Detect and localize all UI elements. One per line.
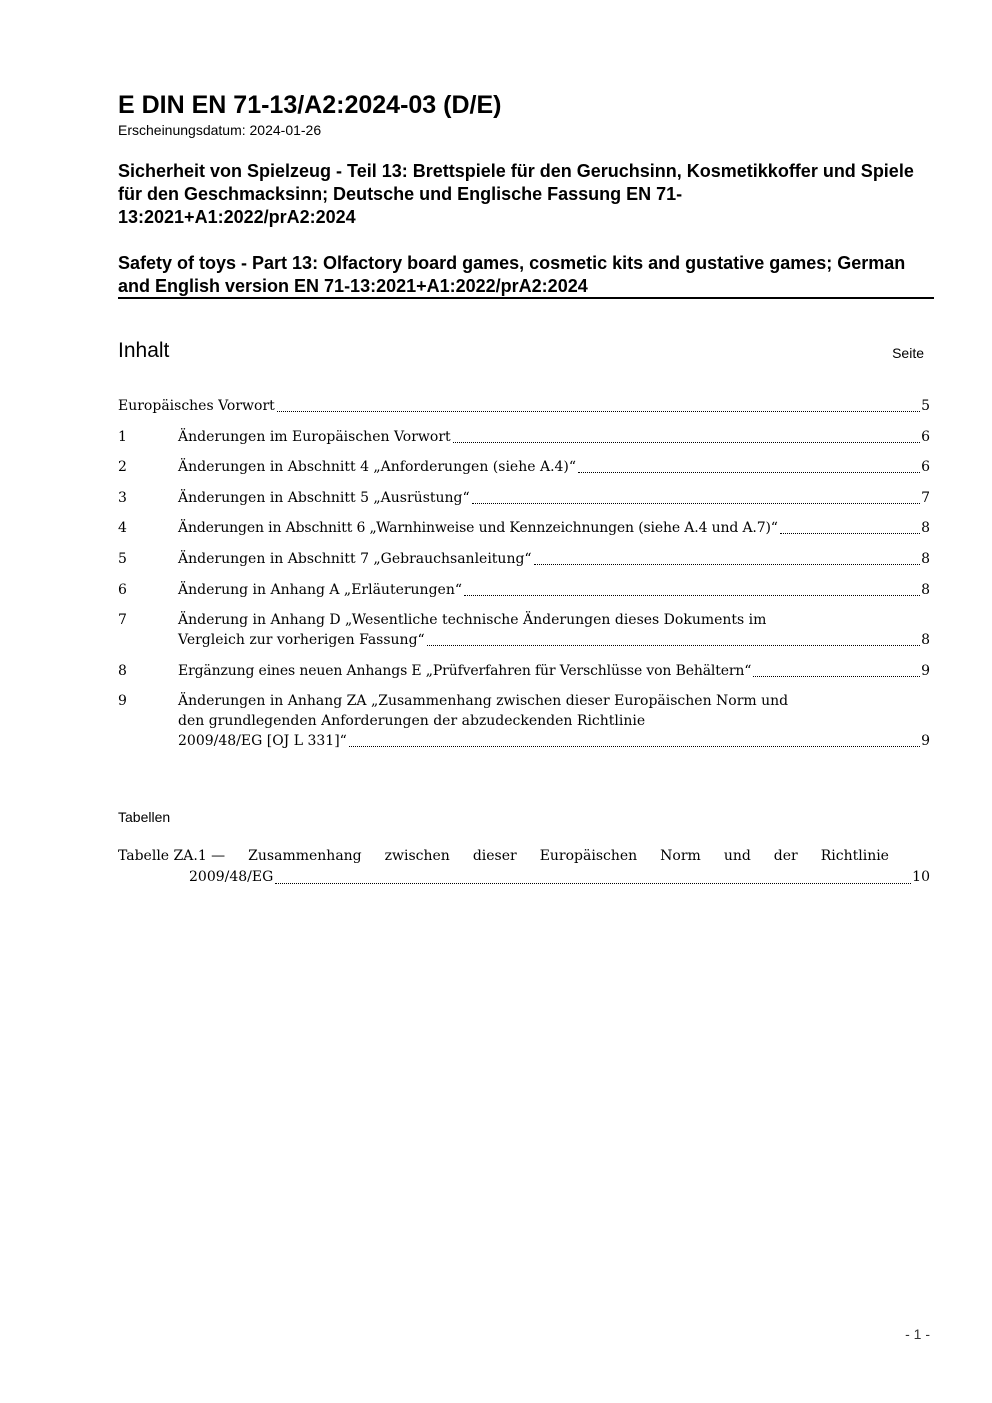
toc-entry-text: Änderungen in Abschnitt 6 „Warnhinweise und Kennzeichnungen (siehe A.4 und A.7)“ <box>178 520 778 537</box>
table-list-entry[interactable] <box>118 846 930 888</box>
standard-number: E DIN EN 71-13/A2:2024-03 (D/E) <box>118 91 502 119</box>
toc-entry-text: Ergänzung eines neuen Anhangs E „Prüfverfahren für Verschlüsse von Behältern“ <box>178 662 752 679</box>
table-entry-word: Tabelle ZA.1 — <box>118 848 226 864</box>
table-entry-word: zwischen <box>384 848 450 864</box>
toc-leader-dots <box>753 676 920 677</box>
toc-leader-dots <box>464 595 920 596</box>
toc-entry-2[interactable] <box>118 457 930 477</box>
table-entry-page: 10 <box>912 869 930 885</box>
toc-entry-3[interactable] <box>118 488 930 508</box>
toc-heading: Inhalt <box>118 339 170 362</box>
toc-entry-page: 5 <box>921 398 930 414</box>
table-entry-word: und <box>723 848 751 864</box>
toc-entry-text: Änderungen in Abschnitt 4 „Anforderungen (siehe A.4)“ <box>178 459 577 476</box>
toc-entry-page: 7 <box>921 489 930 506</box>
toc-leader-dots <box>472 503 920 504</box>
toc-entry-number: 3 <box>118 489 127 506</box>
toc-entry-text: Europäisches Vorwort <box>118 398 275 414</box>
toc-entry-number: 2 <box>118 459 127 476</box>
table-entry-word: dieser <box>472 848 517 864</box>
toc-entry-page: 8 <box>921 632 930 649</box>
table-entry-word: Zusammenhang <box>248 848 362 864</box>
toc-entry-text-line: Änderungen in Anhang ZA „Zusammenhang zwischen dieser Europäischen Norm und <box>178 693 789 710</box>
table-entry-word: Richtlinie <box>820 848 889 864</box>
toc-entry-text-line: Änderung in Anhang D „Wesentliche technische Änderungen dieses Dokuments im <box>178 612 767 629</box>
title-divider <box>118 297 934 299</box>
toc-entry-number: 9 <box>118 693 127 710</box>
toc-entry-page: 6 <box>921 459 930 476</box>
toc-entry-9[interactable] <box>118 691 930 751</box>
toc-entry-text: Änderungen im Europäischen Vorwort <box>178 428 451 445</box>
toc-leader-dots <box>578 472 920 473</box>
toc-entry-foreword[interactable] <box>118 396 930 416</box>
toc-leader-dots <box>534 564 920 565</box>
toc-leader-dots <box>275 883 911 884</box>
toc-entry-number: 4 <box>118 520 127 537</box>
toc-entry-1[interactable] <box>118 427 930 447</box>
table-entry-word: Europäischen <box>539 848 638 864</box>
toc-entry-4[interactable] <box>118 518 930 538</box>
toc-entry-page: 9 <box>921 733 930 750</box>
toc-entry-page: 8 <box>921 520 930 537</box>
toc-entry-text: Änderungen in Abschnitt 7 „Gebrauchsanleitung“ <box>178 550 532 567</box>
toc-entry-number: 5 <box>118 550 127 567</box>
toc-entry-text: Änderungen in Abschnitt 5 „Ausrüstung“ <box>178 489 470 506</box>
table-entry-text-line: 2009/48/EG <box>189 869 274 885</box>
toc-entry-text: Änderung in Anhang A „Erläuterungen“ <box>178 581 462 598</box>
toc-entry-6[interactable] <box>118 580 930 600</box>
toc-leader-dots <box>453 442 920 443</box>
toc-entry-text-line: Vergleich zur vorherigen Fassung“ <box>178 632 425 649</box>
table-entry-word: Norm <box>660 848 701 864</box>
toc-entry-text-line: 2009/48/EG [OJ L 331]“ <box>178 733 347 750</box>
toc-entry-number: 6 <box>118 581 127 598</box>
table-entry-word: der <box>773 848 798 864</box>
toc-leader-dots <box>277 411 920 412</box>
publication-date: Erscheinungsdatum: 2024-01-26 <box>118 122 322 138</box>
page-number: - 1 - <box>905 1326 930 1342</box>
toc-entry-page: 6 <box>921 428 930 445</box>
toc-entry-page: 8 <box>921 550 930 567</box>
toc-leader-dots <box>427 645 920 646</box>
toc-entry-8[interactable] <box>118 661 930 681</box>
toc-leader-dots <box>349 746 920 747</box>
table-of-contents <box>118 396 930 762</box>
toc-entry-5[interactable] <box>118 549 930 569</box>
title-english: Safety of toys - Part 13: Olfactory board games, cosmetic kits and gustative games; German and English version EN 71-13:2021+A1:2022/prA2:2024 <box>118 253 906 296</box>
tables-heading: Tabellen <box>118 809 171 825</box>
toc-entry-number: 1 <box>118 428 127 445</box>
toc-entry-number: 7 <box>118 612 127 629</box>
title-german: Sicherheit von Spielzeug - Teil 13: Brettspiele für den Geruchsinn, Kosmetikkoffer und Spiele für den Geschmacksinn; Deutsche und Englische Fassung EN 71-13:2021+A1:2022/prA2:2024 <box>118 161 914 227</box>
toc-entry-text-line: den grundlegenden Anforderungen der abzudeckenden Richtlinie <box>178 713 646 730</box>
toc-leader-dots <box>780 533 920 534</box>
toc-entry-number: 8 <box>118 662 127 679</box>
toc-entry-page: 8 <box>921 581 930 598</box>
toc-entry-7[interactable] <box>118 610 930 650</box>
toc-page-label: Seite <box>892 345 924 361</box>
toc-entry-page: 9 <box>921 662 930 679</box>
